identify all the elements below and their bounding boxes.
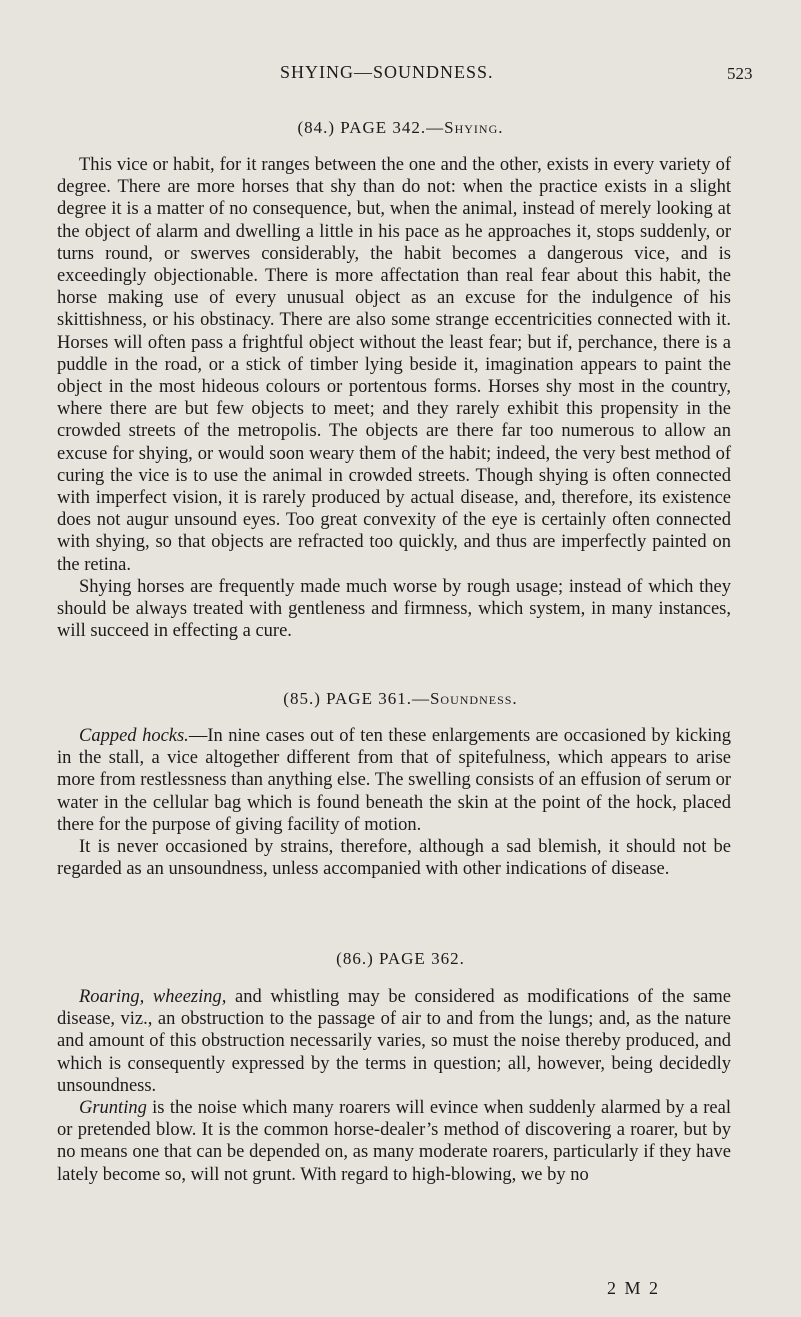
- running-head: [0, 62, 801, 86]
- section-heading-84: [0, 118, 801, 138]
- heading-page: PAGE 361.: [326, 689, 412, 708]
- heading-number: (84.): [297, 118, 336, 137]
- heading-number: (85.): [283, 689, 321, 708]
- paragraph: [57, 986, 731, 1097]
- signature-mark: 2 M 2: [607, 1278, 661, 1298]
- heading-title: —Soundness.: [411, 689, 518, 708]
- section-body-86: [57, 986, 731, 1186]
- running-head-title: SHYING—SOUNDNESS.: [280, 62, 494, 82]
- heading-page: PAGE 342.: [340, 118, 427, 137]
- paragraph: Shying horses are frequently made much worse by rough usage; instead of which they should be always treated with gentleness and firmness, which system, in many instances, will succeed in effecting a cure.: [57, 576, 731, 642]
- heading-page: PAGE 362.: [378, 949, 465, 968]
- paragraph-lead: Capped hocks.: [79, 726, 189, 746]
- section-body-85: [57, 725, 731, 880]
- section-heading-86: [0, 949, 801, 969]
- paragraph-text: —In nine cases out of ten these enlargements are occasioned by kicking in the stall, a vice altogether different from that of spitefulness, which appears to arise more from restlessness than anything else. The swelling consists of an effusion of serum or water in the cellular bag which is found beneath the skin at the point of the hock, placed there for the purpose of giving facility of motion.: [57, 726, 731, 835]
- paragraph-text: and whistling may be considered as modifications of the same disease, viz., an obstruction to the passage of air to and from the lungs; and, as the nature and amount of this obstruction necessarily varies, so must the noise thereby produced, and which is consequently expressed by the terms in question; all, however, being decidedly unsoundness.: [57, 987, 731, 1096]
- paragraph-lead: Grunting: [79, 1098, 147, 1119]
- section-body-84: [57, 154, 731, 642]
- paragraph: This vice or habit, for it ranges between the one and the other, exists in every variety of degree. There are more horses that shy than do not: when the practice exists in a slight degree it is a matter of no consequence, but, when the animal, instead of merely looking at the object of alarm and dwelling a little in his pace as he approaches it, stops suddenly, or turns round, or swerves considerably, the habit becomes a dangerous vice, and is exceedingly objectionable. There is more affectation than real fear about this habit, the horse making use of every unusual object as an excuse for the indulgence of his skittishness, or his obstinacy. There are also some strange eccentricities connected with it. Horses will often pass a frightful object without the least fear; but if, perchance, there is a puddle in the road, or a stick of timber lying beside it, imagination appears to paint the object in the most hideous colours or portentous forms. Horses shy most in the country, where there are but few objects to meet; and they rarely exhibit this propensity in the crowded streets of the metropolis. The objects are there far too numerous to allow an excuse for shying, or would soon weary them of the habit; indeed, the very best method of curing the vice is to use the animal in crowded streets. Though shying is often connected with imperfect vision, it is rarely produced by actual disease, and, therefore, its existence does not augur unsound eyes. Too great convexity of the eye is certainly often connected with shying, so that objects are refracted too quickly, and thus are imperfectly painted on the retina.: [57, 155, 731, 575]
- page-number: 523: [727, 64, 753, 83]
- paragraph: [57, 725, 731, 836]
- paragraph: It is never occasioned by strains, therefore, although a sad blemish, it should not be regarded as an unsoundness, unless accompanied with other indications of disease.: [57, 837, 731, 880]
- heading-title: —Shying.: [426, 118, 504, 137]
- section-heading-85: [0, 689, 801, 709]
- paragraph: [57, 1097, 731, 1186]
- paragraph-text: is the noise which many roarers will evince when suddenly alarmed by a real or pretended blow. It is the common horse-dealer’s method of discovering a roarer, but by no means one that can be depended on, as many moderate roarers, particularly if they have lately become so, will not grunt. With regard to high-blowing, we by no: [57, 1098, 731, 1185]
- heading-number: (86.): [336, 949, 374, 968]
- paragraph-lead: Roaring, wheezing,: [79, 987, 227, 1007]
